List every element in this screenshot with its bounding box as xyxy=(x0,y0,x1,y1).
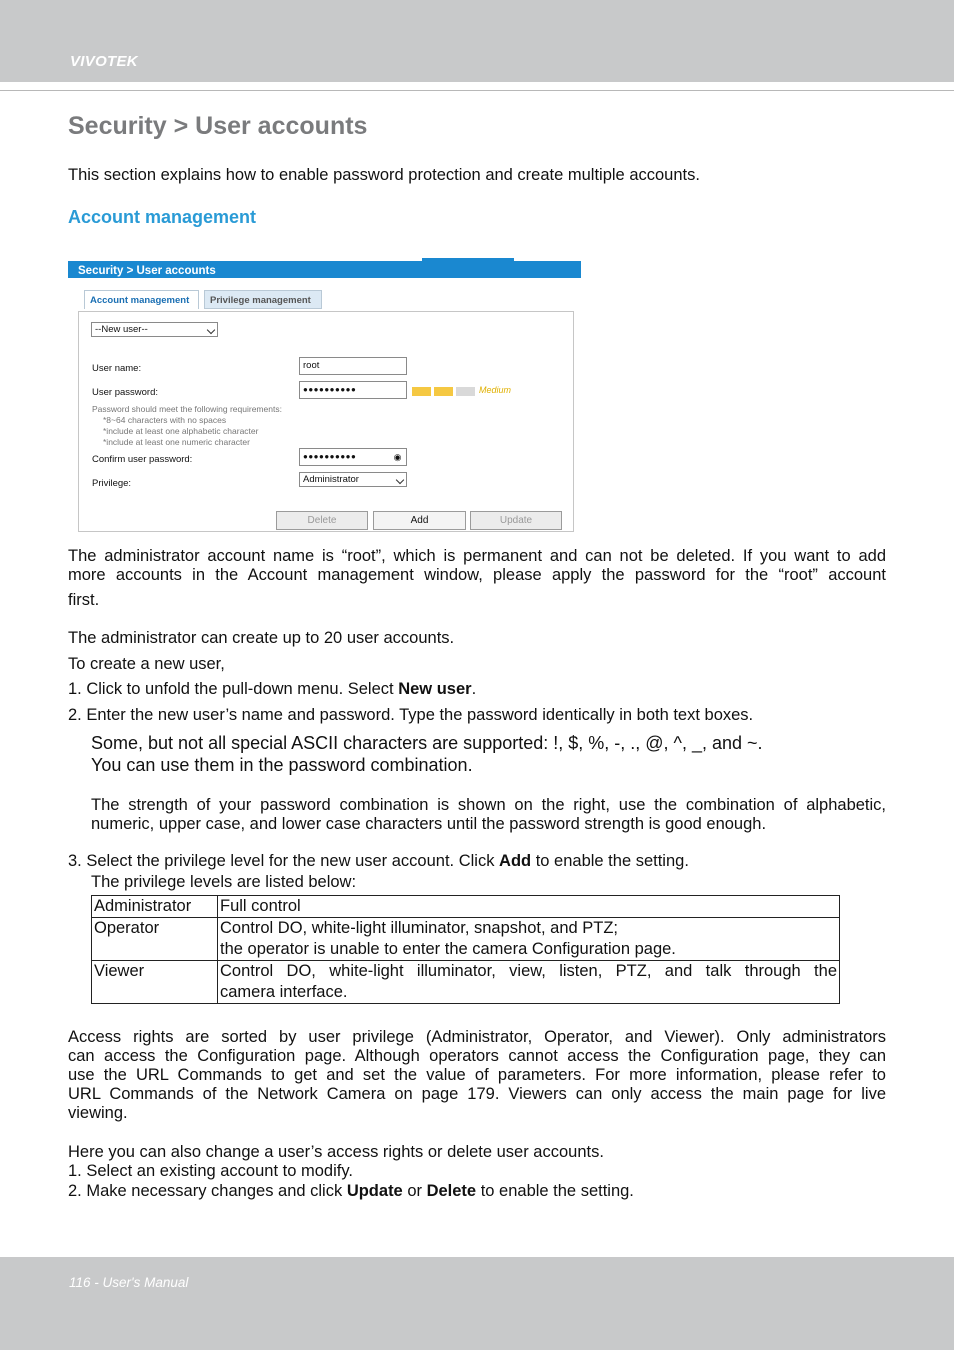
change-rights-intro: Here you can also change a user’s access rights or delete user accounts. xyxy=(68,1143,604,1161)
table-row xyxy=(92,896,840,918)
show-password-eye-icon[interactable]: ◉ xyxy=(393,452,402,462)
page-footer-band xyxy=(0,1257,954,1350)
password-input[interactable]: ●●●●●●●●●● xyxy=(299,381,407,399)
step-2: 2. Enter the new user’s name and password. Type the password identically in both text boxes. xyxy=(68,706,754,724)
ascii-note-line: Some, but not all special ASCII characters are supported: !, $, %, -, ., @, ^, _, and ~. xyxy=(91,733,763,753)
user-select-value: --New user-- xyxy=(95,324,148,335)
access-rights-line: use the URL Commands to get and set the value of parameters. For more information, please refer to xyxy=(68,1066,886,1084)
header-rule xyxy=(0,90,954,91)
access-rights-line: URL Commands of the Network Camera on page 179. Viewers can only access the main page for live xyxy=(68,1085,886,1103)
tab-account-management[interactable]: Account management xyxy=(84,290,199,309)
requirement-item: *include at least one alphabetic character xyxy=(103,426,259,436)
access-rights-line: can access the Configuration page. Although operators cannot access the Configuration page, they can xyxy=(68,1047,886,1065)
requirement-item: *include at least one numeric character xyxy=(103,437,250,447)
create-user-intro: To create a new user, xyxy=(68,655,225,673)
strength-meter-seg-3 xyxy=(456,387,475,396)
change-step-2: 2. Make necessary changes and click Update or Delete to enable the setting. xyxy=(68,1182,634,1200)
update-button[interactable]: Update xyxy=(470,511,562,530)
strength-label: Medium xyxy=(479,385,512,395)
privilege-label: Privilege: xyxy=(92,478,132,489)
user-select-dropdown[interactable] xyxy=(91,322,218,337)
privilege-level-cell: Viewer xyxy=(92,961,218,1004)
max-accounts-text: The administrator can create up to 20 user accounts. xyxy=(68,629,455,647)
privilege-select-value: Administrator xyxy=(303,474,359,485)
delete-button[interactable]: Delete xyxy=(276,511,368,530)
requirement-item: *8~64 characters with no spaces xyxy=(103,415,227,425)
page-header-band xyxy=(0,0,954,82)
privilege-level-cell: Administrator xyxy=(92,896,218,918)
password-label: User password: xyxy=(92,387,158,398)
page-title: Security > User accounts xyxy=(68,112,368,140)
privilege-select[interactable] xyxy=(299,472,407,487)
page-number: 116 - User's Manual xyxy=(69,1275,189,1290)
title-bar xyxy=(68,261,581,278)
access-rights-line: viewing. xyxy=(68,1104,128,1122)
requirements-heading: Password should meet the following requirements: xyxy=(92,404,282,414)
add-button[interactable]: Add xyxy=(373,511,466,530)
change-step-1: 1. Select an existing account to modify. xyxy=(68,1162,353,1180)
strength-meter-seg-2 xyxy=(434,387,453,396)
section-subheading: Account management xyxy=(68,207,257,227)
title-bar-text: Security > User accounts xyxy=(78,265,216,277)
step-1: 1. Click to unfold the pull-down menu. Select New user. xyxy=(68,680,477,698)
root-account-paragraph-line: The administrator account name is “root”, which is permanent and can not be deleted. If you want to add xyxy=(68,547,886,565)
strength-note-line: numeric, upper case, and lower case characters until the password strength is good enough. xyxy=(91,815,767,833)
account-management-screenshot xyxy=(68,258,582,536)
username-input[interactable]: root xyxy=(299,357,407,375)
tab-privilege-management[interactable]: Privilege management xyxy=(204,290,322,309)
privilege-desc-cell: Full control xyxy=(218,896,840,918)
root-account-paragraph-line: first. xyxy=(68,591,100,609)
account-panel xyxy=(78,311,574,532)
privilege-table xyxy=(91,895,840,1004)
table-row xyxy=(92,961,840,1004)
confirm-password-input[interactable] xyxy=(299,448,407,466)
brand-logo-text: VIVOTEK xyxy=(70,53,138,70)
table-row xyxy=(92,918,840,961)
access-rights-line: Access rights are sorted by user privilege (Administrator, Operator, and Viewer). Only administrators xyxy=(68,1028,886,1046)
step-3: 3. Select the privilege level for the new user account. Click Add to enable the setting. xyxy=(68,852,689,870)
root-account-paragraph-line: more accounts in the Account management window, please apply the password for the “root” account xyxy=(68,566,886,584)
confirm-password-value: ●●●●●●●●●● xyxy=(303,452,357,461)
privilege-desc-cell: Control DO, white-light illuminator, snapshot, and PTZ; the operator is unable to enter the camera Configuration page. xyxy=(218,918,840,961)
ascii-note-line: You can use them in the password combination. xyxy=(91,755,473,775)
privilege-level-cell: Operator xyxy=(92,918,218,961)
strength-note-line: The strength of your password combination is shown on the right, use the combination of alphabetic, xyxy=(91,796,886,814)
username-label: User name: xyxy=(92,363,142,374)
privilege-desc-cell: Control DO, white-light illuminator, view, listen, PTZ, and talk through the camera interface. xyxy=(218,961,840,1004)
strength-meter-seg-1 xyxy=(412,387,431,396)
intro-paragraph: This section explains how to enable password protection and create multiple accounts. xyxy=(68,166,700,184)
privilege-levels-intro: The privilege levels are listed below: xyxy=(91,873,357,891)
confirm-password-label: Confirm user password: xyxy=(92,454,193,465)
